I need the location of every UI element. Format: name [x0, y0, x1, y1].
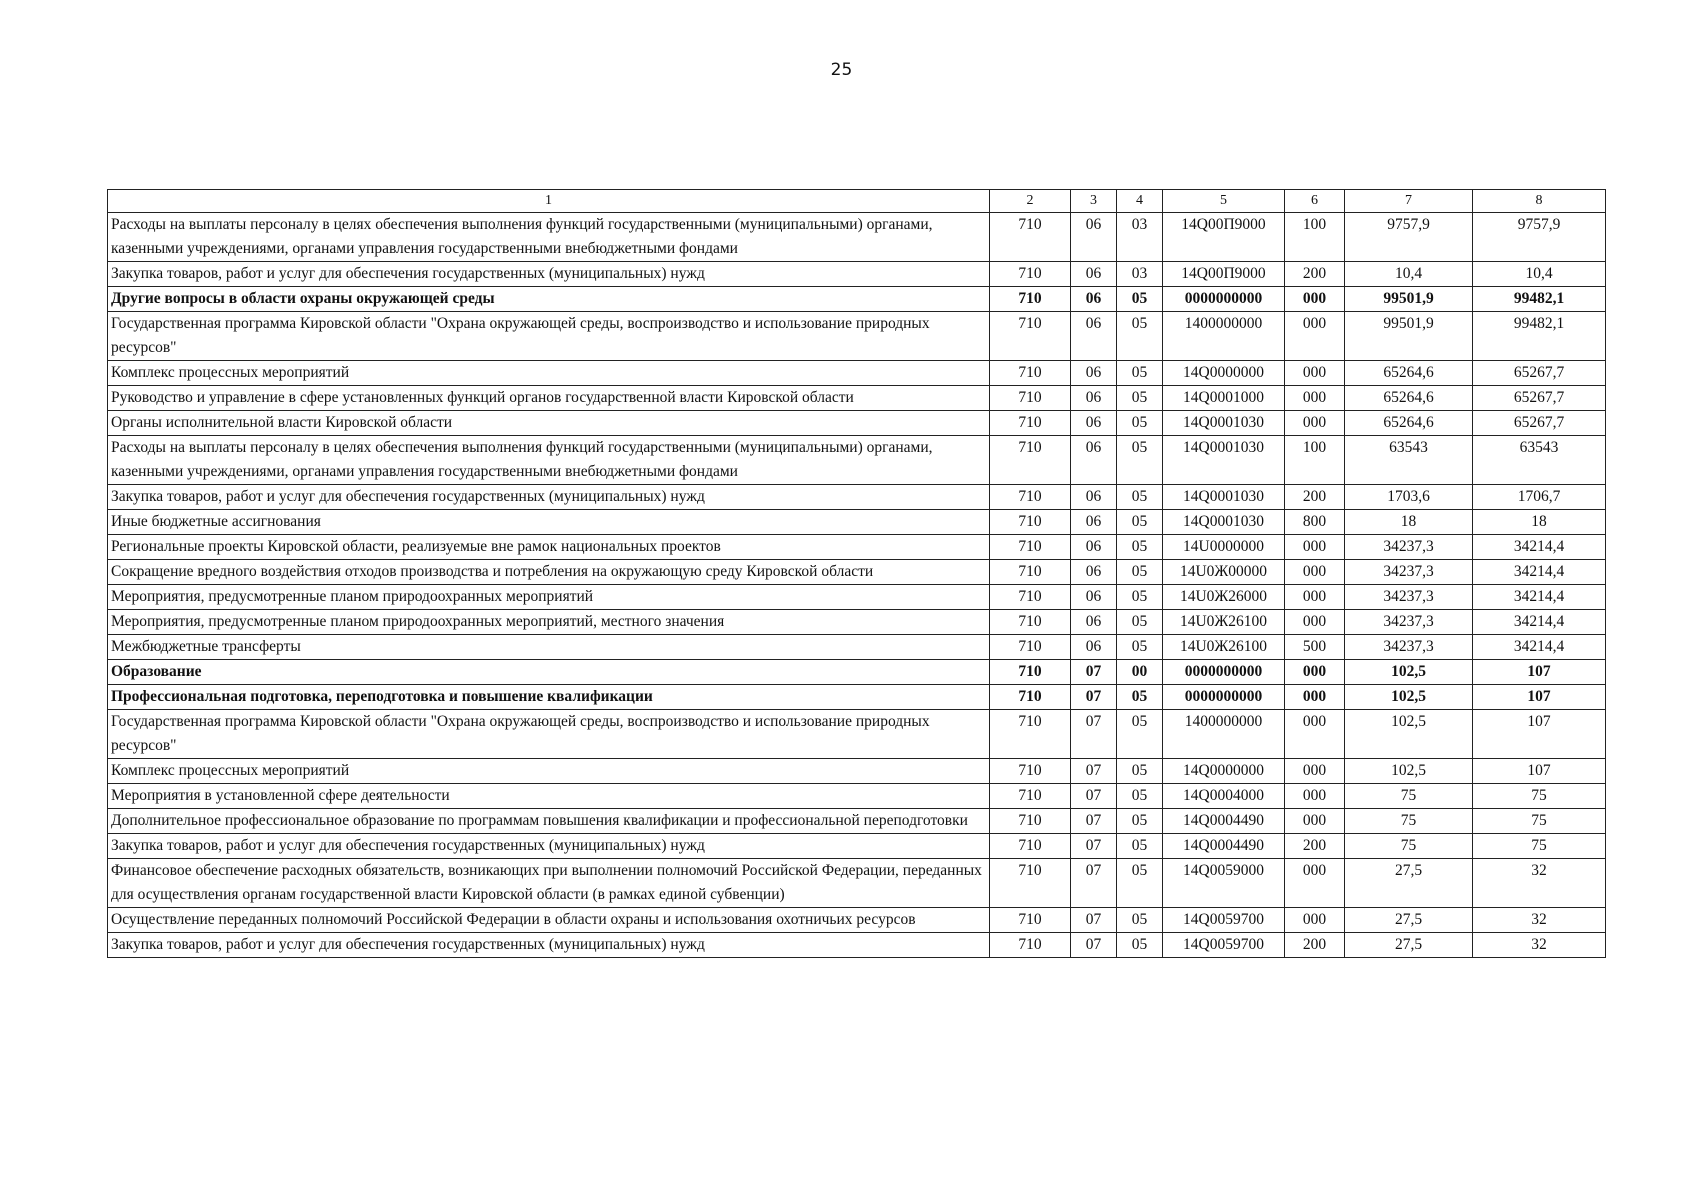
column-header: 2 [990, 190, 1071, 213]
amount-col8: 32 [1473, 908, 1606, 933]
table-row [108, 436, 1606, 485]
target-article-code: 14Q0001000 [1163, 386, 1285, 411]
row-description: Комплекс процессных мероприятий [108, 759, 990, 784]
section-code: 06 [1071, 411, 1117, 436]
row-description: Закупка товаров, работ и услуг для обеспечения государственных (муниципальных) нужд [108, 834, 990, 859]
amount-col8: 107 [1473, 759, 1606, 784]
amount-col8: 34214,4 [1473, 635, 1606, 660]
amount-col7: 27,5 [1345, 933, 1473, 958]
amount-col7: 34237,3 [1345, 560, 1473, 585]
table-row [108, 660, 1606, 685]
table-row [108, 411, 1606, 436]
table-row [108, 213, 1606, 262]
admin-code: 710 [990, 287, 1071, 312]
amount-col8: 63543 [1473, 436, 1606, 485]
expense-type-code: 000 [1285, 908, 1345, 933]
column-header: 5 [1163, 190, 1285, 213]
section-code: 06 [1071, 262, 1117, 287]
amount-col8: 9757,9 [1473, 213, 1606, 262]
section-code: 06 [1071, 213, 1117, 262]
target-article-code: 14Q0059700 [1163, 908, 1285, 933]
expense-type-code: 000 [1285, 759, 1345, 784]
table-row [108, 585, 1606, 610]
column-header: 4 [1117, 190, 1163, 213]
admin-code: 710 [990, 859, 1071, 908]
table-row [108, 784, 1606, 809]
table-row [108, 710, 1606, 759]
admin-code: 710 [990, 386, 1071, 411]
target-article-code: 14Q0004490 [1163, 809, 1285, 834]
expense-type-code: 200 [1285, 262, 1345, 287]
amount-col7: 18 [1345, 510, 1473, 535]
expense-type-code: 000 [1285, 809, 1345, 834]
amount-col7: 75 [1345, 809, 1473, 834]
expense-type-code: 000 [1285, 361, 1345, 386]
amount-col7: 99501,9 [1345, 287, 1473, 312]
target-article-code: 14Q0059700 [1163, 933, 1285, 958]
table-row [108, 933, 1606, 958]
subsection-code: 05 [1117, 859, 1163, 908]
subsection-code: 05 [1117, 685, 1163, 710]
subsection-code: 05 [1117, 287, 1163, 312]
section-code: 06 [1071, 635, 1117, 660]
section-code: 06 [1071, 436, 1117, 485]
amount-col7: 102,5 [1345, 685, 1473, 710]
amount-col8: 107 [1473, 660, 1606, 685]
section-code: 06 [1071, 312, 1117, 361]
amount-col8: 34214,4 [1473, 610, 1606, 635]
target-article-code: 0000000000 [1163, 287, 1285, 312]
row-description: Другие вопросы в области охраны окружающей среды [108, 287, 990, 312]
section-code: 07 [1071, 710, 1117, 759]
table-row [108, 685, 1606, 710]
table-row [108, 386, 1606, 411]
table-row [108, 759, 1606, 784]
amount-col7: 65264,6 [1345, 361, 1473, 386]
section-code: 06 [1071, 560, 1117, 585]
admin-code: 710 [990, 585, 1071, 610]
table-row [108, 287, 1606, 312]
subsection-code: 05 [1117, 759, 1163, 784]
expense-type-code: 000 [1285, 386, 1345, 411]
subsection-code: 05 [1117, 585, 1163, 610]
admin-code: 710 [990, 809, 1071, 834]
column-header: 8 [1473, 190, 1606, 213]
section-code: 06 [1071, 610, 1117, 635]
table-row [108, 361, 1606, 386]
section-code: 07 [1071, 809, 1117, 834]
row-description: Финансовое обеспечение расходных обязательств, возникающих при выполнении полномочий Российской Федерации, переданных для осуществления органам государственной власти Кировской области (в рамках единой субвенции) [108, 859, 990, 908]
row-description: Закупка товаров, работ и услуг для обеспечения государственных (муниципальных) нужд [108, 933, 990, 958]
subsection-code: 05 [1117, 908, 1163, 933]
table-row [108, 262, 1606, 287]
subsection-code: 03 [1117, 262, 1163, 287]
subsection-code: 05 [1117, 312, 1163, 361]
column-header: 6 [1285, 190, 1345, 213]
row-description: Закупка товаров, работ и услуг для обеспечения государственных (муниципальных) нужд [108, 485, 990, 510]
table-row [108, 859, 1606, 908]
target-article-code: 14Q00П9000 [1163, 213, 1285, 262]
subsection-code: 05 [1117, 784, 1163, 809]
expense-type-code: 000 [1285, 411, 1345, 436]
target-article-code: 14Q0001030 [1163, 485, 1285, 510]
admin-code: 710 [990, 834, 1071, 859]
amount-col8: 32 [1473, 859, 1606, 908]
section-code: 07 [1071, 933, 1117, 958]
admin-code: 710 [990, 610, 1071, 635]
row-description: Региональные проекты Кировской области, реализуемые вне рамок национальных проектов [108, 535, 990, 560]
target-article-code: 14Q0004490 [1163, 834, 1285, 859]
budget-table [107, 189, 1606, 958]
amount-col7: 75 [1345, 784, 1473, 809]
expense-type-code: 500 [1285, 635, 1345, 660]
admin-code: 710 [990, 213, 1071, 262]
subsection-code: 05 [1117, 635, 1163, 660]
amount-col7: 102,5 [1345, 710, 1473, 759]
target-article-code: 14Q0059000 [1163, 859, 1285, 908]
admin-code: 710 [990, 710, 1071, 759]
subsection-code: 05 [1117, 361, 1163, 386]
amount-col7: 9757,9 [1345, 213, 1473, 262]
table-row [108, 485, 1606, 510]
amount-col7: 102,5 [1345, 759, 1473, 784]
subsection-code: 05 [1117, 710, 1163, 759]
expense-type-code: 200 [1285, 933, 1345, 958]
amount-col8: 99482,1 [1473, 312, 1606, 361]
row-description: Мероприятия, предусмотренные планом природоохранных мероприятий [108, 585, 990, 610]
row-description: Осуществление переданных полномочий Российской Федерации в области охраны и использования охотничьих ресурсов [108, 908, 990, 933]
column-header: 1 [108, 190, 990, 213]
column-header: 3 [1071, 190, 1117, 213]
subsection-code: 05 [1117, 834, 1163, 859]
row-description: Закупка товаров, работ и услуг для обеспечения государственных (муниципальных) нужд [108, 262, 990, 287]
subsection-code: 05 [1117, 510, 1163, 535]
target-article-code: 14Q0000000 [1163, 759, 1285, 784]
section-code: 07 [1071, 784, 1117, 809]
expense-type-code: 100 [1285, 436, 1345, 485]
target-article-code: 14Q00П9000 [1163, 262, 1285, 287]
amount-col8: 65267,7 [1473, 361, 1606, 386]
section-code: 06 [1071, 386, 1117, 411]
subsection-code: 05 [1117, 610, 1163, 635]
table-row [108, 610, 1606, 635]
amount-col8: 10,4 [1473, 262, 1606, 287]
subsection-code: 03 [1117, 213, 1163, 262]
target-article-code: 14Q0000000 [1163, 361, 1285, 386]
amount-col8: 34214,4 [1473, 560, 1606, 585]
row-description: Комплекс процессных мероприятий [108, 361, 990, 386]
amount-col8: 107 [1473, 685, 1606, 710]
amount-col7: 34237,3 [1345, 610, 1473, 635]
expense-type-code: 000 [1285, 560, 1345, 585]
expense-type-code: 000 [1285, 610, 1345, 635]
table-row [108, 312, 1606, 361]
amount-col7: 99501,9 [1345, 312, 1473, 361]
admin-code: 710 [990, 635, 1071, 660]
expense-type-code: 000 [1285, 312, 1345, 361]
section-code: 06 [1071, 287, 1117, 312]
row-description: Расходы на выплаты персоналу в целях обеспечения выполнения функций государственными (муниципальными) органами, казенными учреждениями, органами управления государственными внебюджетными фондами [108, 213, 990, 262]
amount-col7: 27,5 [1345, 908, 1473, 933]
target-article-code: 0000000000 [1163, 660, 1285, 685]
target-article-code: 14Q0001030 [1163, 436, 1285, 485]
target-article-code: 14Q0001030 [1163, 411, 1285, 436]
table-row [108, 809, 1606, 834]
row-description: Межбюджетные трансферты [108, 635, 990, 660]
subsection-code: 05 [1117, 411, 1163, 436]
admin-code: 710 [990, 262, 1071, 287]
target-article-code: 1400000000 [1163, 312, 1285, 361]
section-code: 06 [1071, 585, 1117, 610]
amount-col7: 65264,6 [1345, 386, 1473, 411]
expense-type-code: 000 [1285, 585, 1345, 610]
amount-col7: 27,5 [1345, 859, 1473, 908]
row-description: Профессиональная подготовка, переподготовка и повышение квалификации [108, 685, 990, 710]
amount-col7: 75 [1345, 834, 1473, 859]
expense-type-code: 200 [1285, 834, 1345, 859]
expense-type-code: 800 [1285, 510, 1345, 535]
amount-col8: 18 [1473, 510, 1606, 535]
row-description: Расходы на выплаты персоналу в целях обеспечения выполнения функций государственными (муниципальными) органами, казенными учреждениями, органами управления государственными внебюджетными фондами [108, 436, 990, 485]
table-header-row [108, 190, 1606, 213]
admin-code: 710 [990, 933, 1071, 958]
amount-col8: 32 [1473, 933, 1606, 958]
subsection-code: 05 [1117, 485, 1163, 510]
expense-type-code: 000 [1285, 287, 1345, 312]
target-article-code: 14U0Ж00000 [1163, 560, 1285, 585]
section-code: 06 [1071, 510, 1117, 535]
section-code: 07 [1071, 908, 1117, 933]
target-article-code: 14U0Ж26100 [1163, 610, 1285, 635]
amount-col8: 34214,4 [1473, 535, 1606, 560]
row-description: Государственная программа Кировской области "Охрана окружающей среды, воспроизводство и использование природных ресурсов" [108, 312, 990, 361]
amount-col7: 63543 [1345, 436, 1473, 485]
row-description: Сокращение вредного воздействия отходов производства и потребления на окружающую среду Кировской области [108, 560, 990, 585]
section-code: 07 [1071, 660, 1117, 685]
target-article-code: 14Q0004000 [1163, 784, 1285, 809]
row-description: Мероприятия, предусмотренные планом природоохранных мероприятий, местного значения [108, 610, 990, 635]
admin-code: 710 [990, 510, 1071, 535]
table-row [108, 834, 1606, 859]
target-article-code: 14U0Ж26000 [1163, 585, 1285, 610]
section-code: 07 [1071, 685, 1117, 710]
admin-code: 710 [990, 685, 1071, 710]
amount-col8: 65267,7 [1473, 386, 1606, 411]
amount-col7: 102,5 [1345, 660, 1473, 685]
section-code: 07 [1071, 834, 1117, 859]
amount-col7: 1703,6 [1345, 485, 1473, 510]
expense-type-code: 100 [1285, 213, 1345, 262]
amount-col8: 75 [1473, 834, 1606, 859]
subsection-code: 05 [1117, 933, 1163, 958]
section-code: 06 [1071, 485, 1117, 510]
table-row [108, 535, 1606, 560]
table-row [108, 510, 1606, 535]
expense-type-code: 200 [1285, 485, 1345, 510]
subsection-code: 05 [1117, 809, 1163, 834]
amount-col7: 65264,6 [1345, 411, 1473, 436]
expense-type-code: 000 [1285, 710, 1345, 759]
table-row [108, 635, 1606, 660]
table-row [108, 908, 1606, 933]
expense-type-code: 000 [1285, 859, 1345, 908]
row-description: Руководство и управление в сфере установленных функций органов государственной власти Кировской области [108, 386, 990, 411]
table-body [108, 213, 1606, 958]
admin-code: 710 [990, 759, 1071, 784]
target-article-code: 0000000000 [1163, 685, 1285, 710]
target-article-code: 14U0000000 [1163, 535, 1285, 560]
amount-col8: 75 [1473, 809, 1606, 834]
row-description: Образование [108, 660, 990, 685]
admin-code: 710 [990, 411, 1071, 436]
amount-col7: 34237,3 [1345, 635, 1473, 660]
amount-col8: 65267,7 [1473, 411, 1606, 436]
target-article-code: 14Q0001030 [1163, 510, 1285, 535]
admin-code: 710 [990, 908, 1071, 933]
section-code: 07 [1071, 759, 1117, 784]
admin-code: 710 [990, 535, 1071, 560]
row-description: Органы исполнительной власти Кировской области [108, 411, 990, 436]
subsection-code: 05 [1117, 535, 1163, 560]
amount-col7: 34237,3 [1345, 535, 1473, 560]
admin-code: 710 [990, 560, 1071, 585]
admin-code: 710 [990, 312, 1071, 361]
expense-type-code: 000 [1285, 660, 1345, 685]
admin-code: 710 [990, 660, 1071, 685]
column-header: 7 [1345, 190, 1473, 213]
page-number: 25 [830, 60, 853, 80]
admin-code: 710 [990, 784, 1071, 809]
admin-code: 710 [990, 485, 1071, 510]
subsection-code: 05 [1117, 386, 1163, 411]
target-article-code: 14U0Ж26100 [1163, 635, 1285, 660]
expense-type-code: 000 [1285, 685, 1345, 710]
row-description: Государственная программа Кировской области "Охрана окружающей среды, воспроизводство и использование природных ресурсов" [108, 710, 990, 759]
subsection-code: 05 [1117, 436, 1163, 485]
expense-type-code: 000 [1285, 535, 1345, 560]
expense-type-code: 000 [1285, 784, 1345, 809]
amount-col8: 75 [1473, 784, 1606, 809]
table-row [108, 560, 1606, 585]
admin-code: 710 [990, 361, 1071, 386]
amount-col7: 10,4 [1345, 262, 1473, 287]
subsection-code: 05 [1117, 560, 1163, 585]
admin-code: 710 [990, 436, 1071, 485]
section-code: 06 [1071, 361, 1117, 386]
amount-col8: 1706,7 [1473, 485, 1606, 510]
row-description: Мероприятия в установленной сфере деятельности [108, 784, 990, 809]
amount-col8: 34214,4 [1473, 585, 1606, 610]
target-article-code: 1400000000 [1163, 710, 1285, 759]
section-code: 07 [1071, 859, 1117, 908]
row-description: Иные бюджетные ассигнования [108, 510, 990, 535]
amount-col7: 34237,3 [1345, 585, 1473, 610]
row-description: Дополнительное профессиональное образование по программам повышения квалификации и профессиональной переподготовки [108, 809, 990, 834]
amount-col8: 99482,1 [1473, 287, 1606, 312]
subsection-code: 00 [1117, 660, 1163, 685]
section-code: 06 [1071, 535, 1117, 560]
amount-col8: 107 [1473, 710, 1606, 759]
